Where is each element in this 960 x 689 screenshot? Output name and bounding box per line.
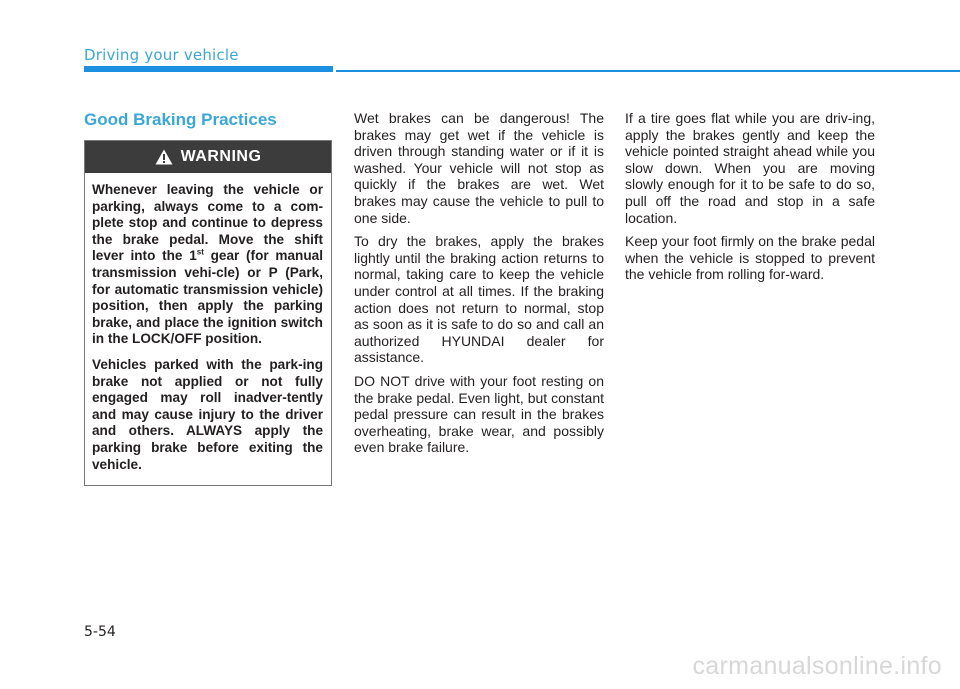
- text-column-2: [354, 110, 604, 463]
- paragraph-flat-tire: If a tire goes flat while you are driv-ing, apply the brakes gently and keep the vehicle pointed straight ahead while you slow down. When you are moving slowly enough for it to be safe to do so, pull off the road and stop in a safe location.: [625, 110, 875, 226]
- warning-paragraph-1-text-cont: gear (for manual transmission vehi-cle) or P (Park, for automatic transmission vehicle) position, then apply the parking brake, and place the ignition switch in the LOCK/OFF position.: [92, 248, 323, 347]
- paragraph-dry-brakes: To dry the brakes, apply the brakes lightly until the braking action returns to normal, taking care to keep the vehicle under control at all times. If the braking action does not return to normal, stop as soon as it is safe to do so and call an authorized HYUNDAI dealer for assistance.: [354, 233, 604, 366]
- warning-paragraph-1: [92, 182, 323, 348]
- ordinal-superscript: st: [196, 247, 204, 257]
- section-title: Good Braking Practices: [84, 110, 277, 129]
- warning-label: WARNING: [180, 148, 262, 165]
- page-number: 5-54: [84, 624, 116, 640]
- warning-paragraph-1-text: Whenever leaving the vehicle or parking, always come to a com-plete stop and continue to depress the brake pedal. Move the shift lever into the 1: [92, 182, 323, 264]
- paragraph-wet-brakes: Wet brakes can be dangerous! The brakes may get wet if the vehicle is driven through standing water or if it is washed. Your vehicle will not stop as quickly if the brakes are wet. Wet brakes may cause the vehicle to pull to one side.: [354, 110, 604, 226]
- paragraph-foot-resting: DO NOT drive with your foot resting on the brake pedal. Even light, but constant pedal pressure can result in the brakes overheating, brake wear, and possibly even brake failure.: [354, 372, 604, 456]
- warning-box: [84, 140, 332, 486]
- header-rule-thin: [336, 70, 960, 72]
- warning-body: [85, 173, 331, 473]
- warning-header: [85, 141, 331, 173]
- paragraph-foot-firm: Keep your foot firmly on the brake pedal when the vehicle is stopped to prevent the vehicle from rolling for-ward.: [625, 233, 875, 283]
- chapter-title: Driving your vehicle: [84, 46, 239, 64]
- text-column-3: [625, 110, 875, 290]
- header-rule-thick: [84, 66, 333, 72]
- warning-paragraph-2: Vehicles parked with the park-ing brake not applied or not fully engaged may roll inadver-tently and may cause injury to the driver and others. ALWAYS apply the parking brake before exiting the vehicle.: [92, 356, 323, 472]
- watermark: carmanualsonline.info: [692, 652, 942, 680]
- warning-triangle-icon: [155, 149, 173, 165]
